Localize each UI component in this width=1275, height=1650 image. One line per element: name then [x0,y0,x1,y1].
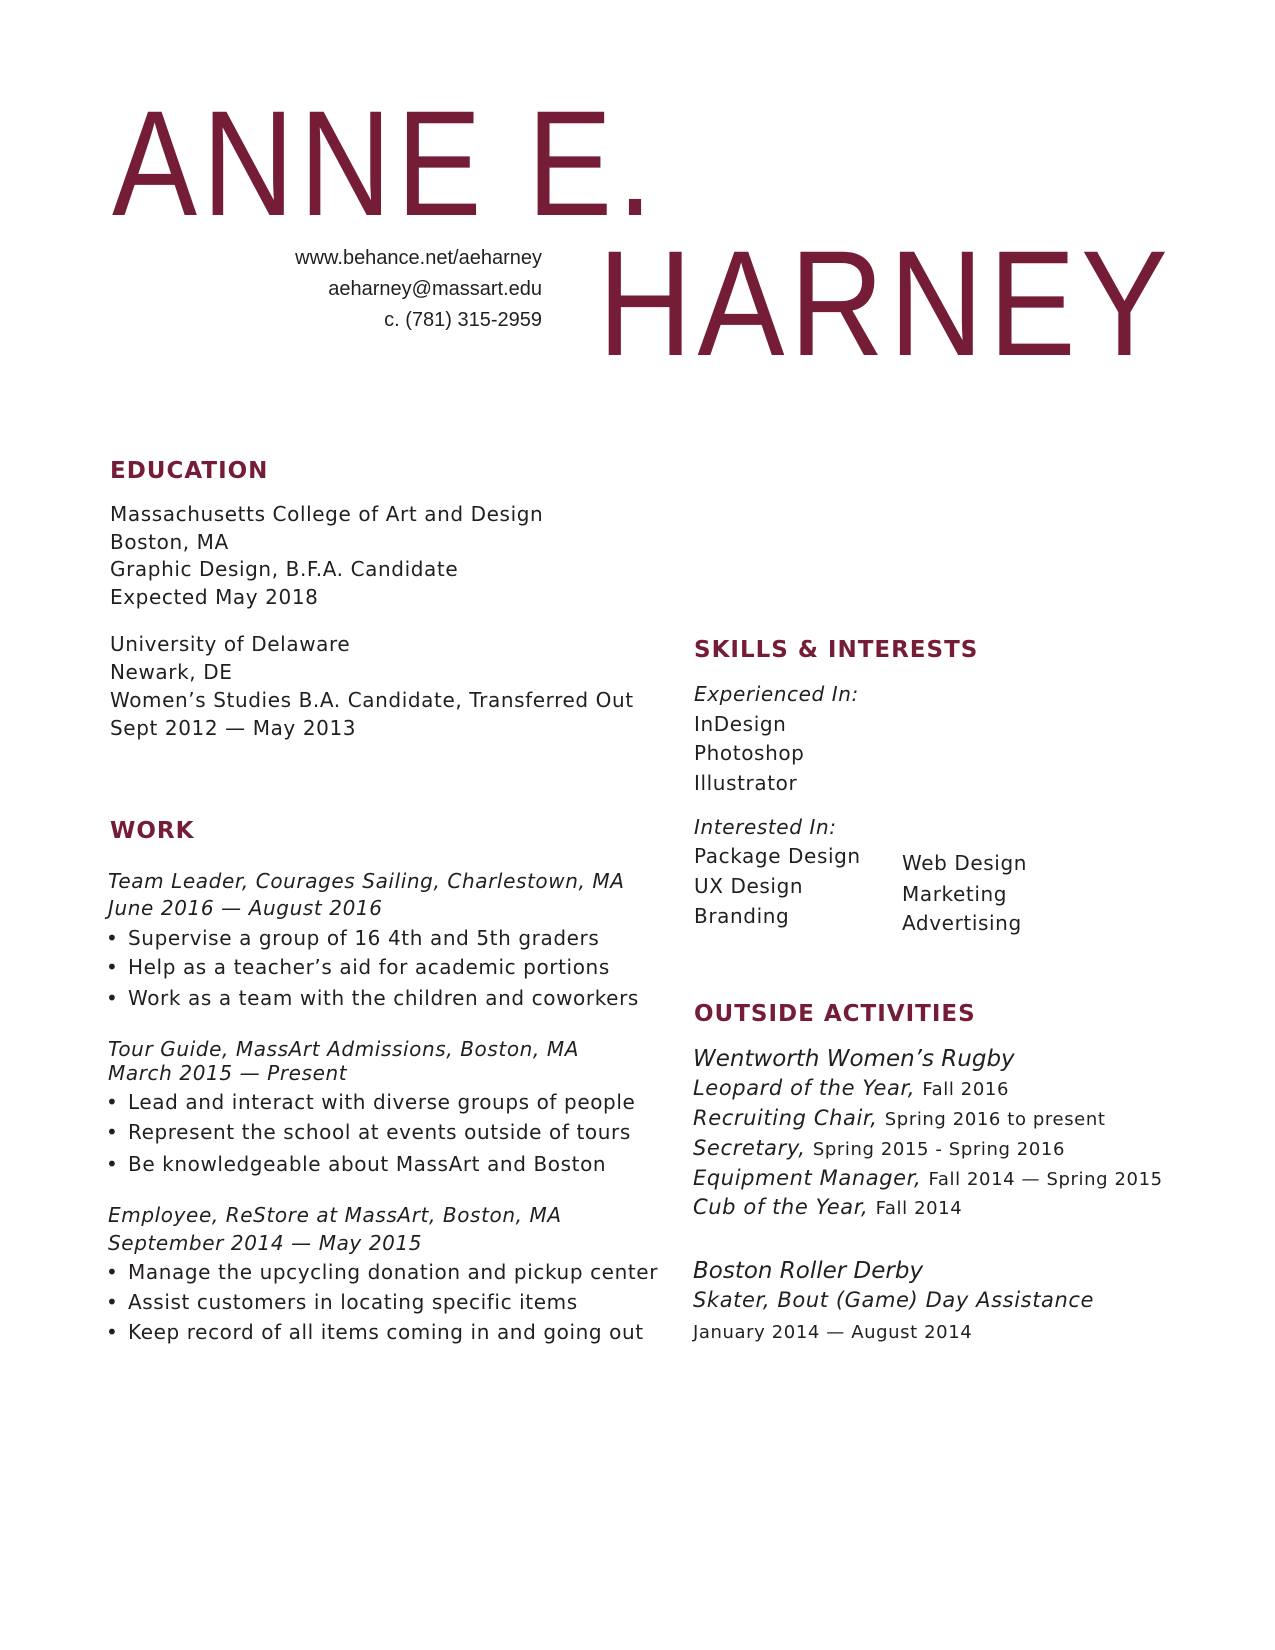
job-dates: September 2014 — May 2015 [108,1231,423,1255]
job-bullet: • Help as a teacher’s aid for academic portions [128,957,610,977]
job-title: Employee, ReStore at MassArt, Boston, MA [108,1203,562,1227]
school-line: University of Delaware [110,632,351,656]
education-heading: EDUCATION [110,458,269,484]
activity-org: Wentworth Women’s Rugby [693,1046,1015,1072]
interest-item: Advertising [902,911,1022,935]
activities-heading: OUTSIDE ACTIVITIES [694,1001,976,1027]
job-bullet: • Supervise a group of 16 4th and 5th graders [128,928,599,948]
school-line: Massachusetts College of Art and Design [110,502,544,526]
activity-role: Skater, Bout (Game) Day Assistance [693,1288,1095,1312]
interest-item: Package Design [694,844,861,868]
activity-role-row [693,1168,1163,1189]
job-bullet: • Work as a team with the children and coworkers [128,988,639,1008]
school-line: Expected May 2018 [110,585,319,609]
interested-label: Interested In: [694,815,837,839]
job-bullet: • Manage the upcycling donation and pickup center [128,1262,658,1282]
activity-when: Fall 2014 — Spring 2015 [928,1169,1163,1190]
job-title: Team Leader, Courages Sailing, Charlestown, MA [108,869,625,893]
job-dates: March 2015 — Present [108,1061,348,1085]
website-link[interactable]: www.behance.net/aeharney [295,247,542,269]
activity-role: Leopard of the Year, [693,1076,916,1100]
activity-role-row [693,1138,1065,1159]
job-bullet: • Lead and interact with diverse groups of people [128,1092,635,1112]
email-link[interactable]: aeharney@massart.edu [328,278,542,300]
interest-item: UX Design [694,874,804,898]
job-bullet: • Keep record of all items coming in and going out [128,1322,644,1342]
activity-when: Spring 2016 to present [884,1109,1106,1130]
work-heading: WORK [110,818,195,844]
skills-heading: SKILLS & INTERESTS [694,637,979,663]
interest-item: Marketing [902,882,1008,906]
job-title: Tour Guide, MassArt Admissions, Boston, MA [108,1037,579,1061]
activity-role-row [693,1108,1106,1129]
skill-item: Photoshop [694,741,805,765]
activity-role: Secretary, [693,1136,806,1160]
phone-number: c. (781) 315-2959 [384,309,542,331]
school-line: Sept 2012 — May 2013 [110,716,357,740]
job-bullet: • Assist customers in locating specific items [128,1292,578,1312]
activity-when: Fall 2014 [875,1198,963,1219]
name-first: ANNE E. [112,79,658,247]
activity-role-row [693,1197,962,1218]
job-bullet: • Be knowledgeable about MassArt and Boston [128,1154,606,1174]
school-line: Women’s Studies B.A. Candidate, Transferred Out [110,688,634,712]
activity-role: Recruiting Chair, [693,1106,878,1130]
activity-role-row [693,1078,1009,1099]
experienced-label: Experienced In: [694,682,859,706]
job-dates: June 2016 — August 2016 [108,896,383,920]
activity-when: Fall 2016 [922,1079,1010,1100]
activity-role: Cub of the Year, [693,1195,869,1219]
activity-role: Equipment Manager, [693,1166,922,1190]
activity-org: Boston Roller Derby [693,1258,924,1284]
activity-dates: January 2014 — August 2014 [693,1322,973,1343]
skill-item: InDesign [694,712,787,736]
school-line: Graphic Design, B.F.A. Candidate [110,557,459,581]
school-line: Boston, MA [110,530,229,554]
activity-when: Spring 2015 - Spring 2016 [812,1139,1066,1160]
interest-item: Branding [694,904,790,928]
skill-item: Illustrator [694,771,798,795]
job-bullet: • Represent the school at events outside of tours [128,1122,631,1142]
interest-item: Web Design [902,851,1028,875]
name-last: HARNEY [598,219,1174,387]
school-line: Newark, DE [110,660,233,684]
